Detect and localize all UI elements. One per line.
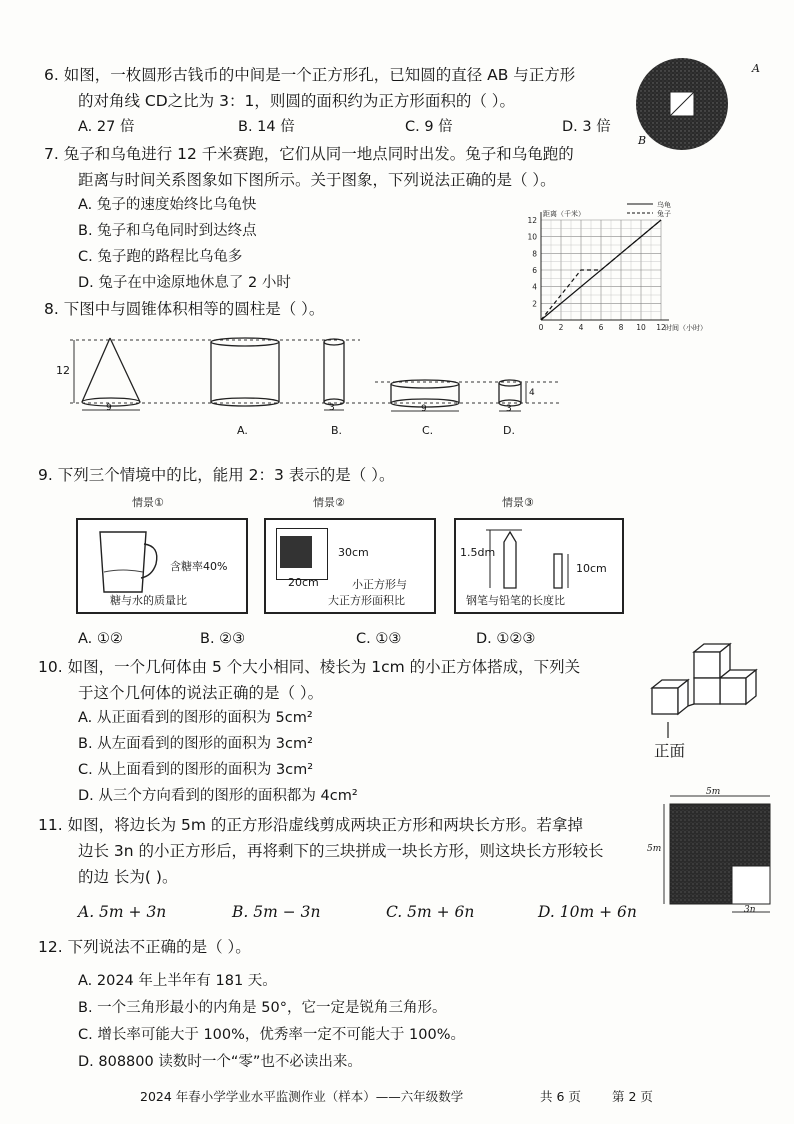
q12-option-d[interactable]: D. 808800 读数时一个“零”也不必读出来。 xyxy=(78,1054,362,1070)
q11-stem-line1: 11. 如图，将边长为 5m 的正方形沿虚线剪成两块正方形和两块长方形。若拿掉 xyxy=(38,816,583,834)
q6-stem-line2: 的对角线 CD之比为 3：1，则圆的面积约为正方形面积的（ ）。 xyxy=(78,92,516,110)
y-tick-label: 4 xyxy=(532,282,537,292)
choice-a-label[interactable]: A. xyxy=(237,424,248,437)
scene3-dim2: 10cm xyxy=(576,562,607,575)
q11-stem-line3: 的边 长为( )。 xyxy=(78,868,178,886)
x-tick-label: 8 xyxy=(618,323,624,332)
q10-option-d[interactable]: D. 从三个方向看到的图形的面积都为 4cm² xyxy=(78,788,358,804)
q9-option-b[interactable]: B. ②③ xyxy=(200,631,246,647)
q6-stem-line1: 6. 如图，一枚圆形古钱币的中间是一个正方形孔，已知圆的直径 AB 与正方形 xyxy=(44,66,576,84)
y-tick-label: 2 xyxy=(532,299,537,309)
square-bottom-label: 3n xyxy=(744,905,756,915)
q10-option-b[interactable]: B. 从左面看到的图形的面积为 3cm² xyxy=(78,736,313,752)
coin-label-a: A xyxy=(752,62,760,75)
y-tick-label: 6 xyxy=(532,266,537,275)
q6-option-c[interactable]: C. 9 倍 xyxy=(405,119,453,135)
q11-option-b[interactable]: B. 5m − 3n xyxy=(232,903,321,921)
q10-option-c[interactable]: C. 从上面看到的图形的面积为 3cm² xyxy=(78,762,314,778)
y-axis-title: 距离（千米） xyxy=(543,210,585,218)
q11-option-d[interactable]: D. 10m + 6n xyxy=(538,903,637,921)
q8-solids-figure xyxy=(70,330,560,430)
q9-option-a[interactable]: A. ①② xyxy=(78,631,123,647)
footer-title: 2024 年春小学学业水平监测作业（样本）——六年级数学 xyxy=(140,1089,464,1104)
q9-option-d[interactable]: D. ①②③ xyxy=(476,631,536,647)
x-tick-label: 2 xyxy=(558,323,564,332)
q7-option-d[interactable]: D. 兔子在中途原地休息了 2 小时 xyxy=(78,275,291,291)
scene1-box xyxy=(76,518,248,614)
q12-option-c[interactable]: C. 增长率可能大于 100%，优秀率一定不可能大于 100%。 xyxy=(78,1027,465,1043)
q8-stem: 8. 下图中与圆锥体积相等的圆柱是（ ）。 xyxy=(44,300,325,318)
cone-base-label: 9 xyxy=(106,403,112,413)
square-cut-figure xyxy=(660,790,780,920)
scene2-caption1: 小正方形与 xyxy=(352,578,407,591)
small-square xyxy=(280,536,312,568)
scene3-title: 情景③ xyxy=(502,496,534,509)
x-tick-label: 4 xyxy=(578,323,584,332)
choice-b-label[interactable]: B. xyxy=(331,424,343,437)
cylinder-c-label: 9 xyxy=(421,404,427,414)
q7-option-b[interactable]: B. 兔子和乌龟同时到达终点 xyxy=(78,223,257,239)
scene3-box xyxy=(454,518,624,614)
square-side-label: 5m xyxy=(647,844,662,854)
pitcher-icon xyxy=(94,528,164,598)
legend-label-2: 兔子 xyxy=(657,210,671,218)
pen-pencil-icon xyxy=(486,526,576,594)
cylinder-b-label: 3 xyxy=(329,403,335,413)
q9-stem: 9. 下列三个情境中的比，能用 2：3 表示的是（ ）。 xyxy=(38,466,395,484)
scene3-dim1: 1.5dm xyxy=(460,546,496,559)
y-tick-label: 10 xyxy=(527,232,537,242)
scene1-title: 情景① xyxy=(132,496,164,509)
q7-option-c[interactable]: C. 兔子跑的路程比乌龟多 xyxy=(78,249,243,265)
q10-option-a[interactable]: A. 从正面看到的图形的面积为 5cm² xyxy=(78,710,313,726)
q6-option-a[interactable]: A. 27 倍 xyxy=(78,119,135,135)
q12-stem: 12. 下列说法不正确的是（ ）。 xyxy=(38,938,251,956)
footer-page-number: 第 2 页 xyxy=(612,1089,653,1104)
front-view-label: 正面 xyxy=(654,742,686,760)
scene2-dim2: 20cm xyxy=(288,576,319,589)
q7-option-a[interactable]: A. 兔子的速度始终比乌龟快 xyxy=(78,197,257,213)
q7-stem-line2: 距离与时间关系图象如下图所示。关于图象，下列说法正确的是（ ）。 xyxy=(78,171,556,189)
scene2-dim1: 30cm xyxy=(338,546,369,559)
x-tick-label: 10 xyxy=(636,323,646,332)
q11-option-c[interactable]: C. 5m + 6n xyxy=(386,903,475,921)
scene2-caption2: 大正方形面积比 xyxy=(328,594,405,607)
cube-stack-figure xyxy=(648,642,778,742)
scene2-box xyxy=(264,518,436,614)
q6-option-d[interactable]: D. 3 倍 xyxy=(562,119,611,135)
q11-option-a[interactable]: A. 5m + 3n xyxy=(78,903,167,921)
x-tick-label: 0 xyxy=(538,323,544,332)
x-tick-label: 6 xyxy=(598,323,604,332)
scene1-caption: 糖与水的质量比 xyxy=(110,594,187,607)
q10-stem-line1: 10. 如图，一个几何体由 5 个大小相同、棱长为 1cm 的小正方体搭成，下列关 xyxy=(38,658,581,676)
q7-stem-line1: 7. 兔子和乌龟进行 12 千米赛跑，它们从同一地点同时出发。兔子和乌龟跑的 xyxy=(44,145,574,163)
q11-stem-line2: 边长 3n 的小正方形后，再将剩下的三块拼成一块长方形，则这块长方形较长 xyxy=(78,842,604,860)
cone-height-label: 12 xyxy=(56,364,70,377)
race-chart xyxy=(515,200,705,340)
coin-label-b: B xyxy=(638,134,647,147)
scene1-text: 含糖率40% xyxy=(170,560,228,573)
square-top-label: 5m xyxy=(706,787,721,797)
q6-option-b[interactable]: B. 14 倍 xyxy=(238,119,295,135)
q9-option-c[interactable]: C. ①③ xyxy=(356,631,402,647)
x-tick-label: 12 xyxy=(656,323,666,332)
footer-total-pages: 共 6 页 xyxy=(540,1089,581,1104)
choice-c-label[interactable]: C. xyxy=(422,424,434,437)
x-axis-title: 时间（小时） xyxy=(665,324,707,332)
cylinder-d-height-label: 4 xyxy=(529,388,535,398)
choice-d-label[interactable]: D. xyxy=(503,424,515,437)
legend-label-1: 乌龟 xyxy=(657,201,671,209)
scene2-title: 情景② xyxy=(313,496,345,509)
y-tick-label: 8 xyxy=(532,249,537,259)
scene3-caption: 钢笔与铅笔的长度比 xyxy=(466,594,565,607)
q12-option-a[interactable]: A. 2024 年上半年有 181 天。 xyxy=(78,973,277,989)
cylinder-d-base-label: 3 xyxy=(506,404,512,414)
q10-stem-line2: 于这个几何体的说法正确的是（ ）。 xyxy=(78,684,324,702)
q12-option-b[interactable]: B. 一个三角形最小的内角是 50°，它一定是锐角三角形。 xyxy=(78,1000,447,1016)
y-tick-label: 12 xyxy=(527,216,537,225)
